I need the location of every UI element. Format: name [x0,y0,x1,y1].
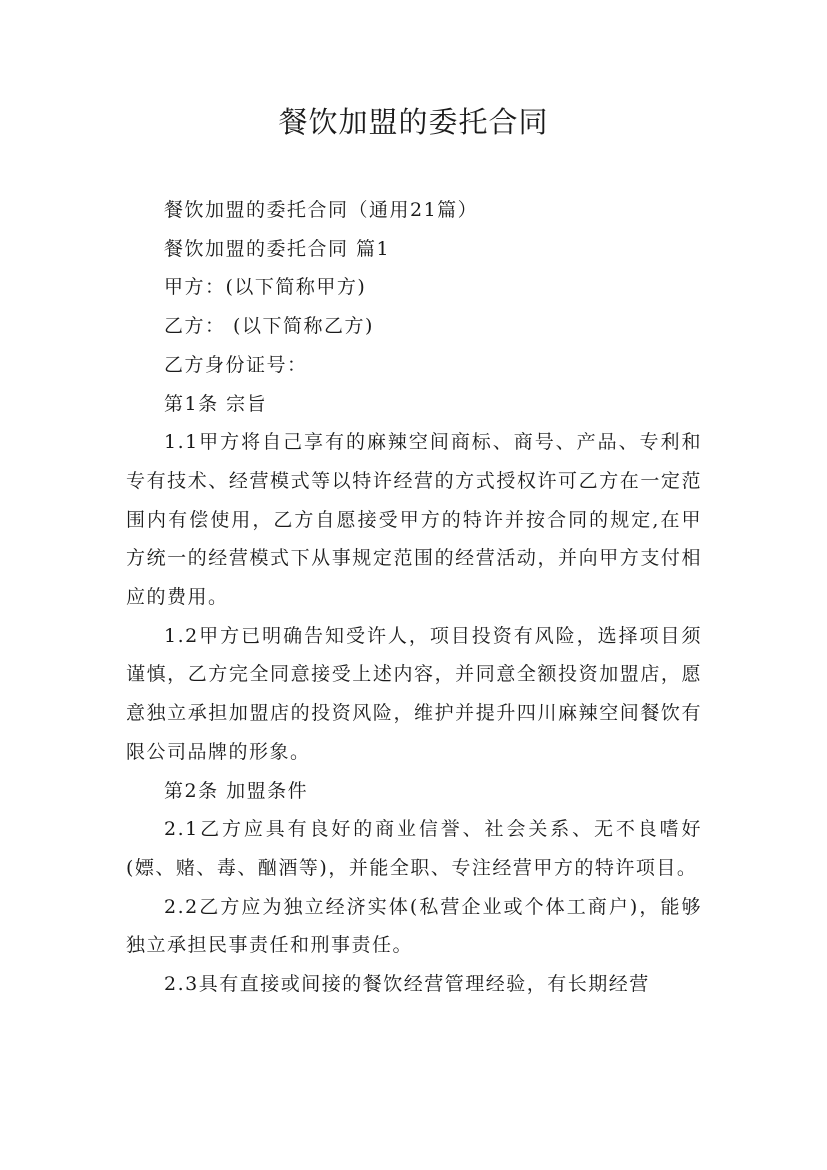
paragraph-article-1-heading: 第1条 宗旨 [164,392,268,415]
paragraph-party-b-id: 乙方身份证号： [164,353,308,376]
paragraph-clause-2-1: 2.1乙方应具有良好的商业信誉、社会关系、无不良嗜好(嫖、赌、毒、酗酒等)，并能全职、专注经营甲方的特许项目。 [126,818,702,879]
document-title: 餐饮加盟的委托合同 [278,105,549,139]
paragraph-clause-1-1: 1.1甲方将自己享有的麻辣空间商标、商号、产品、专利和专有技术、经营模式等以特许经营的方式授权许可乙方在一定范围内有偿使用，乙方自愿接受甲方的特许并按合同的规定,在甲方统一的经营模式下从事规定范围的经营活动，并向甲方支付相应的费用。 [126,431,702,609]
paragraph-party-b: 乙方： (以下简称乙方) [164,315,374,338]
paragraph-subtitle: 餐饮加盟的委托合同（通用21篇） [164,199,479,221]
paragraph-clause-2-2: 2.2乙方应为独立经济实体(私营企业或个体工商户)，能够独立承担民事责任和刑事责任。 [126,895,702,957]
paragraph-clause-1-2: 1.2甲方已明确告知受许人，项目投资有风险，选择项目须谨慎，乙方完全同意接受上述内容，并同意全额投资加盟店，愿意独立承担加盟店的投资风险，维护并提升四川麻辣空间餐饮有限公司品牌的形象。 [126,624,702,763]
paragraph-article-2-heading: 第2条 加盟条件 [164,779,309,802]
paragraph-section-heading: 餐饮加盟的委托合同 篇1 [164,237,391,260]
paragraph-clause-2-3: 2.3具有直接或间接的餐饮经营管理经验，有长期经营 [164,973,650,996]
document-body [126,191,702,1004]
paragraph-party-a: 甲方：(以下简称甲方) [164,276,367,299]
